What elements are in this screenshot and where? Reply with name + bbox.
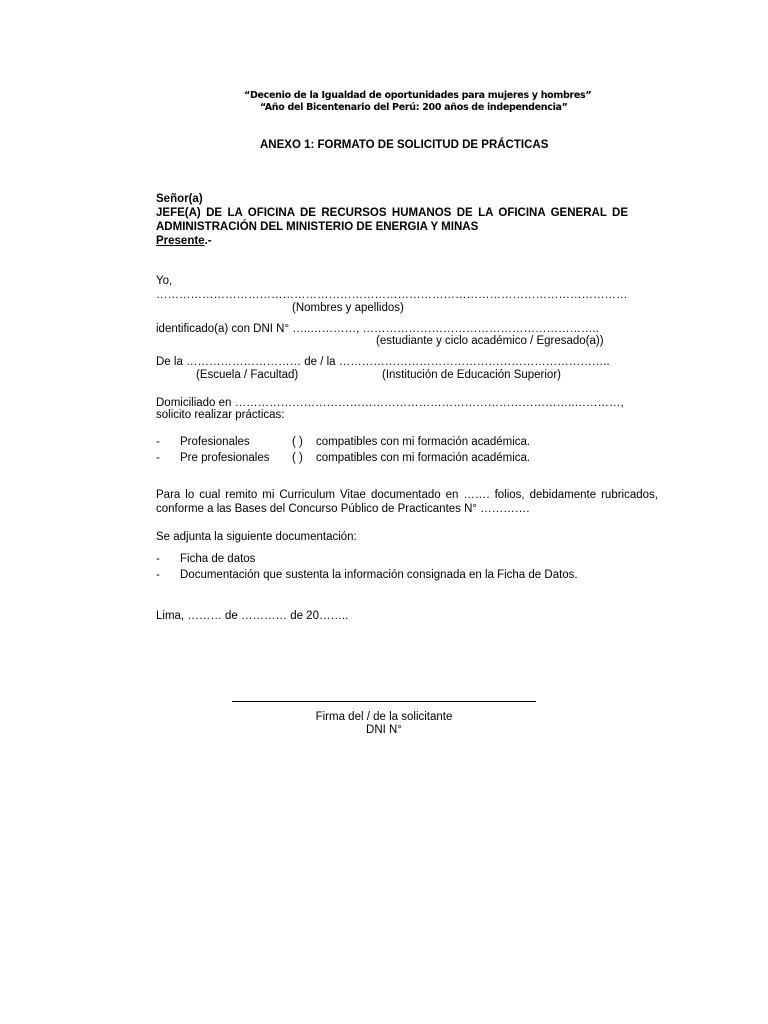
- school-line: De la ………………………… de / la ……………………………………………………………..: [156, 356, 610, 368]
- date-line: Lima, ……… de ………… de 20……..: [156, 610, 349, 622]
- attachment-item: Documentación que sustenta la información consignada en la Ficha de Datos.: [180, 569, 578, 581]
- attachment-dash: -: [156, 569, 160, 581]
- option-checkbox-pre-profesionales: ( ): [292, 452, 303, 464]
- domicile-line: Domiciliado en ……………………………………………………………………………..…………,: [156, 397, 624, 409]
- attachment-item: Ficha de datos: [180, 553, 256, 565]
- option-text-profesionales: compatibles con mi formación académica.: [316, 436, 531, 448]
- cv-line-1: Para lo cual remito mi Curriculum Vitae documentado en ……. folios, debidamente rubricados,: [156, 489, 658, 501]
- document-title: ANEXO 1: FORMATO DE SOLICITUD DE PRÁCTICAS: [260, 139, 549, 151]
- dni-line: identificado(a) con DNI N° …..…………, ……………………………………………………..: [156, 323, 599, 335]
- option-label-pre-profesionales: Pre profesionales: [180, 452, 270, 464]
- presente-suffix: .-: [204, 235, 212, 247]
- option-dash: -: [156, 436, 160, 448]
- name-caption: (Nombres y apellidos): [292, 302, 404, 314]
- motto-line-1: “Decenio de la Igualdad de oportunidades para mujeres y hombres”: [244, 90, 592, 101]
- request-line: solicito realizar prácticas:: [156, 409, 285, 421]
- school-caption: (Escuela / Facultad): [196, 369, 299, 381]
- attachments-intro: Se adjunta la siguiente documentación:: [156, 531, 357, 543]
- option-row: [156, 452, 160, 464]
- addressee-line-1: JEFE(A) DE LA OFICINA DE RECURSOS HUMANOS DE LA OFICINA GENERAL DE: [156, 207, 628, 219]
- option-dash: -: [156, 452, 160, 464]
- dni-label: DNI N°: [366, 724, 402, 736]
- salutation: Señor(a): [156, 193, 203, 205]
- yo-label: Yo,: [156, 275, 173, 287]
- option-checkbox-profesionales: ( ): [292, 436, 303, 448]
- signature-line: [232, 701, 536, 702]
- institution-caption: (Institución de Educación Superior): [382, 369, 561, 381]
- signature-label: Firma del / de la solicitante: [315, 711, 453, 723]
- student-caption: (estudiante y ciclo académico / Egresado(a)): [376, 335, 604, 347]
- option-text-pre-profesionales: compatibles con mi formación académica.: [316, 452, 531, 464]
- attachment-dash: -: [156, 553, 160, 565]
- presente-line: [156, 235, 212, 247]
- cv-line-2: conforme a las Bases del Concurso Público de Practicantes N° ………….: [156, 503, 530, 515]
- addressee-line-2: ADMINISTRACIÓN DEL MINISTERIO DE ENERGIA Y MINAS: [156, 221, 479, 233]
- motto-line-2: “Año del Bicentenario del Perú: 200 años de independencia”: [260, 102, 568, 113]
- name-field-dots: ……………………………………………………………………………………………………………: [156, 289, 628, 301]
- option-row: [156, 436, 160, 448]
- option-label-profesionales: Profesionales: [180, 436, 250, 448]
- presente-word: Presente: [156, 235, 205, 247]
